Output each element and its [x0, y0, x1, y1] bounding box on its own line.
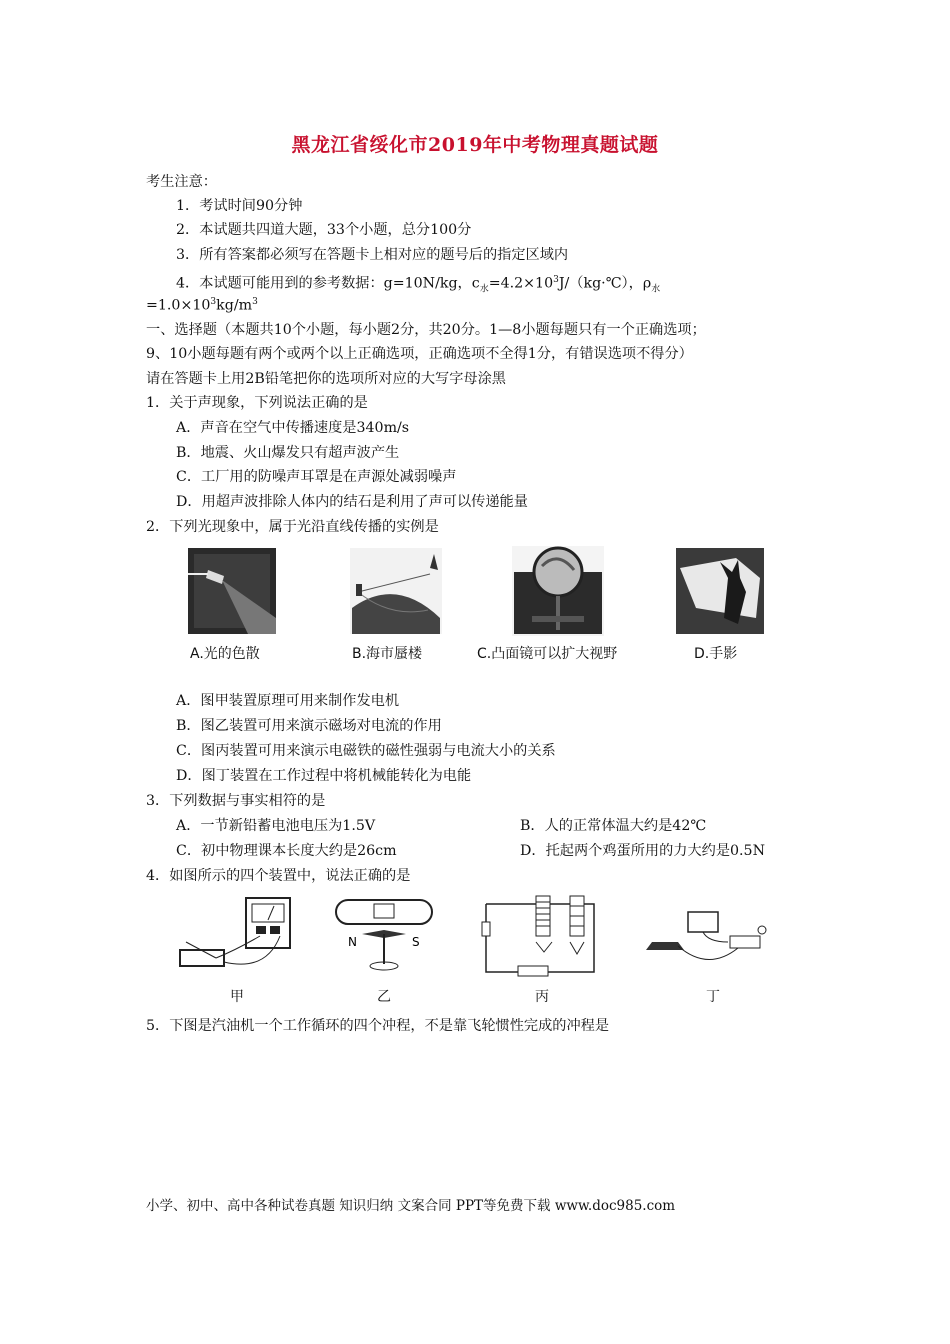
- q4-caption-yi: 乙: [377, 989, 391, 1005]
- q5-stem: 5．下图是汽油机一个工作循环的四个冲程，不是靠飞轮惯性完成的冲程是: [146, 1018, 610, 1034]
- notice-item-4: 4．本试题可能用到的参考数据：g=10N/kg，$c_水=4.2\times 10^3J/(kg\cdot℃)$，$\rho_水$: [176, 275, 661, 295]
- q1-option-b: B．地震、火山爆发只有超声波产生: [176, 445, 400, 461]
- q2-option-b: B．图乙装置可用来演示磁场对电流的作用: [176, 718, 442, 734]
- q3-option-a: A．一节新铅蓄电池电压为1.5V: [176, 818, 376, 834]
- notice-item-1: 1．考试时间90分钟: [176, 198, 303, 214]
- q2-caption-c: C.凸面镜可以扩大视野: [477, 646, 618, 662]
- q3-option-b: B．人的正常体温大约是42℃: [520, 818, 707, 834]
- q1-stem: 1．关于声现象，下列说法正确的是: [146, 395, 368, 411]
- figure-convex-mirror: [512, 546, 604, 636]
- section1-line1: 一、选择题（本题共10个小题，每小题2分，共20分。1—8小题每题只有一个正确选项；: [146, 322, 706, 338]
- q4-caption-ding: 丁: [706, 989, 720, 1005]
- q2-option-c: C．图丙装置可用来演示电磁铁的磁性强弱与电流大小的关系: [176, 743, 556, 759]
- q4-caption-bing: 丙: [535, 989, 549, 1005]
- q1-option-c: C．工厂用的防噪声耳罩是在声源处减弱噪声: [176, 469, 457, 485]
- label-n: N: [348, 935, 357, 949]
- label-s: S: [412, 935, 420, 949]
- notice-heading: 考生注意：: [146, 174, 217, 190]
- notice-item-3: 3．所有答案都必须写在答题卡上相对应的题号后的指定区域内: [176, 247, 569, 263]
- q4-stem: 4．如图所示的四个装置中，说法正确的是: [146, 868, 411, 884]
- q3-option-c: C．初中物理课本长度大约是26cm: [176, 843, 397, 859]
- section1-line3: 请在答题卡上用2B铅笔把你的选项所对应的大写字母涂黑: [146, 371, 506, 387]
- q2-stem: 2．下列光现象中，属于光沿直线传播的实例是: [146, 519, 439, 535]
- q3-option-d: D．托起两个鸡蛋所用的力大约是0.5N: [520, 843, 765, 859]
- notice-item-4-cont: $=1.0\times 10^3kg/m^3$: [146, 297, 258, 314]
- figure-jia-generator: [176, 892, 306, 982]
- figure-mirage: [350, 548, 442, 634]
- q2-caption-a: A.光的色散: [190, 646, 260, 662]
- q2-caption-d: D.手影: [694, 646, 738, 662]
- q3-stem: 3．下列数据与事实相符的是: [146, 793, 326, 809]
- q2-option-d: D．图丁装置在工作过程中将机械能转化为电能: [176, 768, 472, 784]
- figure-yi-compass: [330, 894, 440, 978]
- figure-light-dispersion: [188, 548, 276, 634]
- section1-line2: 9、10小题每题有两个或两个以上正确选项，正确选项不全得1分，有错误选项不得分）: [146, 346, 693, 362]
- figure-ding-motor: [638, 902, 778, 982]
- q4-caption-jia: 甲: [230, 989, 244, 1005]
- figure-bing-electromagnet: [480, 892, 600, 982]
- notice-item-2: 2．本试题共四道大题，33个小题，总分100分: [176, 222, 472, 238]
- page-footer: 小学、初中、高中各种试卷真题 知识归纳 文案合同 PPT等免费下载 www.doc985.com: [146, 1198, 676, 1214]
- page-title: 黑龙江省绥化市2019年中考物理真题试题: [291, 134, 659, 156]
- q2-caption-b: B.海市蜃楼: [352, 646, 423, 662]
- q1-option-a: A．声音在空气中传播速度是340m/s: [176, 420, 410, 436]
- figure-hand-shadow: [676, 548, 764, 634]
- q1-option-d: D．用超声波排除人体内的结石是利用了声可以传递能量: [176, 494, 528, 510]
- q2-option-a: A．图甲装置原理可用来制作发电机: [176, 693, 400, 709]
